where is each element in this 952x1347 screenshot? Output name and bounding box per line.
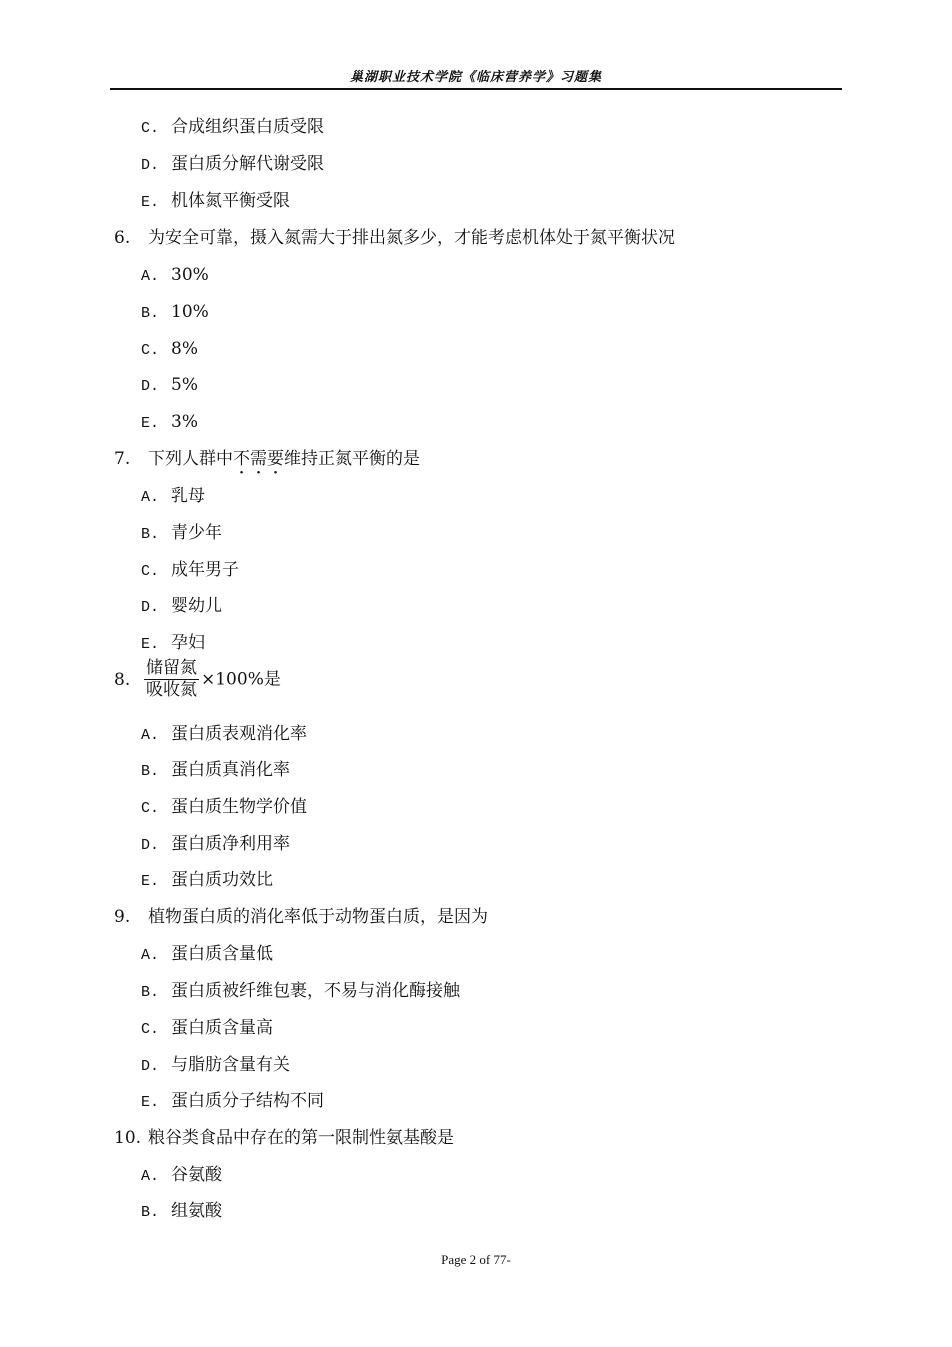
question-6 (114, 227, 675, 249)
option-text: 蛋白质真消化率 (171, 760, 290, 780)
q6-option-d (141, 374, 198, 398)
option-text: 蛋白质含量高 (171, 1018, 273, 1038)
q8-option-e (141, 869, 273, 893)
option-label: A. (141, 268, 160, 285)
option-text: 蛋白质净利用率 (171, 834, 290, 854)
option-label: E. (141, 636, 160, 653)
question-stem: 植物蛋白质的消化率低于动物蛋白质，是因为 (148, 907, 488, 927)
question-number: 6. (114, 228, 131, 248)
q8-option-a (141, 723, 307, 747)
option-text: 10% (171, 302, 209, 322)
question-stem-tail: ×100%是 (201, 669, 281, 690)
q9-option-d (141, 1054, 290, 1078)
q8-option-c (141, 796, 307, 820)
option-label: E. (141, 873, 160, 890)
question-8 (114, 658, 281, 701)
question-stem-after: 维持正氮平衡的是 (284, 449, 420, 469)
option-text: 蛋白质含量低 (171, 944, 273, 964)
question-stem-before: 下列人群中 (148, 449, 233, 469)
option-text: 谷氨酸 (171, 1165, 222, 1185)
page-header-title: 巢湖职业技术学院《临床营养学》习题集 (349, 70, 602, 85)
option-label: C. (141, 800, 160, 817)
q7-option-b (141, 522, 222, 546)
question-stem: 为安全可靠，摄入氮需大于排出氮多少，才能考虑机体处于氮平衡状况 (148, 228, 675, 248)
option-text: 5% (171, 375, 198, 395)
option-label: B. (141, 763, 160, 780)
option-text: 与脂肪含量有关 (171, 1055, 290, 1075)
option-label: D. (141, 837, 160, 854)
question-number: 7. (114, 449, 131, 469)
q5-option-c (141, 116, 324, 140)
option-label: A. (141, 947, 160, 964)
q10-option-b (141, 1200, 222, 1224)
q7-option-e (141, 632, 205, 656)
question-9 (114, 906, 488, 928)
option-label: C. (141, 1021, 160, 1038)
option-text: 蛋白质生物学价值 (171, 797, 307, 817)
q8-option-d (141, 833, 290, 857)
option-text: 组氨酸 (171, 1201, 222, 1221)
option-text: 蛋白质表观消化率 (171, 724, 307, 744)
q10-option-a (141, 1164, 222, 1188)
option-label: A. (141, 489, 160, 506)
option-text: 成年男子 (171, 560, 239, 580)
question-7 (114, 448, 420, 470)
q6-option-e (141, 411, 198, 435)
q8-option-b (141, 759, 290, 783)
fraction (144, 658, 199, 701)
option-text: 3% (171, 412, 198, 432)
emphasis-char: 需 (250, 449, 267, 469)
option-label: D. (141, 157, 160, 174)
option-text: 合成组织蛋白质受限 (171, 117, 324, 137)
option-label: B. (141, 305, 160, 322)
q7-option-d (141, 595, 222, 619)
q6-option-c (141, 338, 198, 362)
option-text: 婴幼儿 (171, 596, 222, 616)
q7-option-a (141, 485, 205, 509)
q6-option-a (141, 264, 209, 288)
option-text: 蛋白质分子结构不同 (171, 1091, 324, 1111)
option-label: E. (141, 415, 160, 432)
q5-option-e (141, 190, 290, 214)
option-label: C. (141, 120, 160, 137)
option-label: C. (141, 342, 160, 359)
emphasis-char: 不 (233, 449, 250, 469)
q6-option-b (141, 301, 209, 325)
page-footer: Page 2 of 77- (441, 1252, 511, 1267)
question-number: 10. (114, 1128, 142, 1148)
option-text: 青少年 (171, 523, 222, 543)
q9-option-a (141, 943, 273, 967)
option-label: A. (141, 1168, 160, 1185)
question-number: 9. (114, 907, 131, 927)
option-text: 孕妇 (171, 633, 205, 653)
option-label: D. (141, 1058, 160, 1075)
question-stem: 粮谷类食品中存在的第一限制性氨基酸是 (148, 1128, 454, 1148)
emphasis-char: 要 (267, 449, 284, 469)
q9-option-b (141, 980, 460, 1004)
question-10 (114, 1127, 454, 1149)
option-text: 蛋白质分解代谢受限 (171, 154, 324, 174)
option-label: B. (141, 526, 160, 543)
option-label: E. (141, 1094, 160, 1111)
option-text: 蛋白质被纤维包裹，不易与消化酶接触 (171, 981, 460, 1001)
option-text: 8% (171, 339, 198, 359)
option-label: D. (141, 378, 160, 395)
fraction-denominator: 吸收氮 (146, 680, 197, 700)
option-text: 30% (171, 265, 209, 285)
q5-option-d (141, 153, 324, 177)
option-text: 机体氮平衡受限 (171, 191, 290, 211)
q9-option-c (141, 1017, 273, 1041)
option-label: B. (141, 984, 160, 1001)
option-label: D. (141, 599, 160, 616)
option-label: E. (141, 194, 160, 211)
header-rule (110, 88, 842, 90)
option-label: C. (141, 563, 160, 580)
q9-option-e (141, 1090, 324, 1114)
question-number: 8. (114, 669, 131, 690)
option-text: 蛋白质功效比 (171, 870, 273, 890)
fraction-numerator: 储留氮 (146, 658, 197, 678)
q7-option-c (141, 559, 239, 583)
option-text: 乳母 (171, 486, 205, 506)
option-label: A. (141, 727, 160, 744)
option-label: B. (141, 1204, 160, 1221)
